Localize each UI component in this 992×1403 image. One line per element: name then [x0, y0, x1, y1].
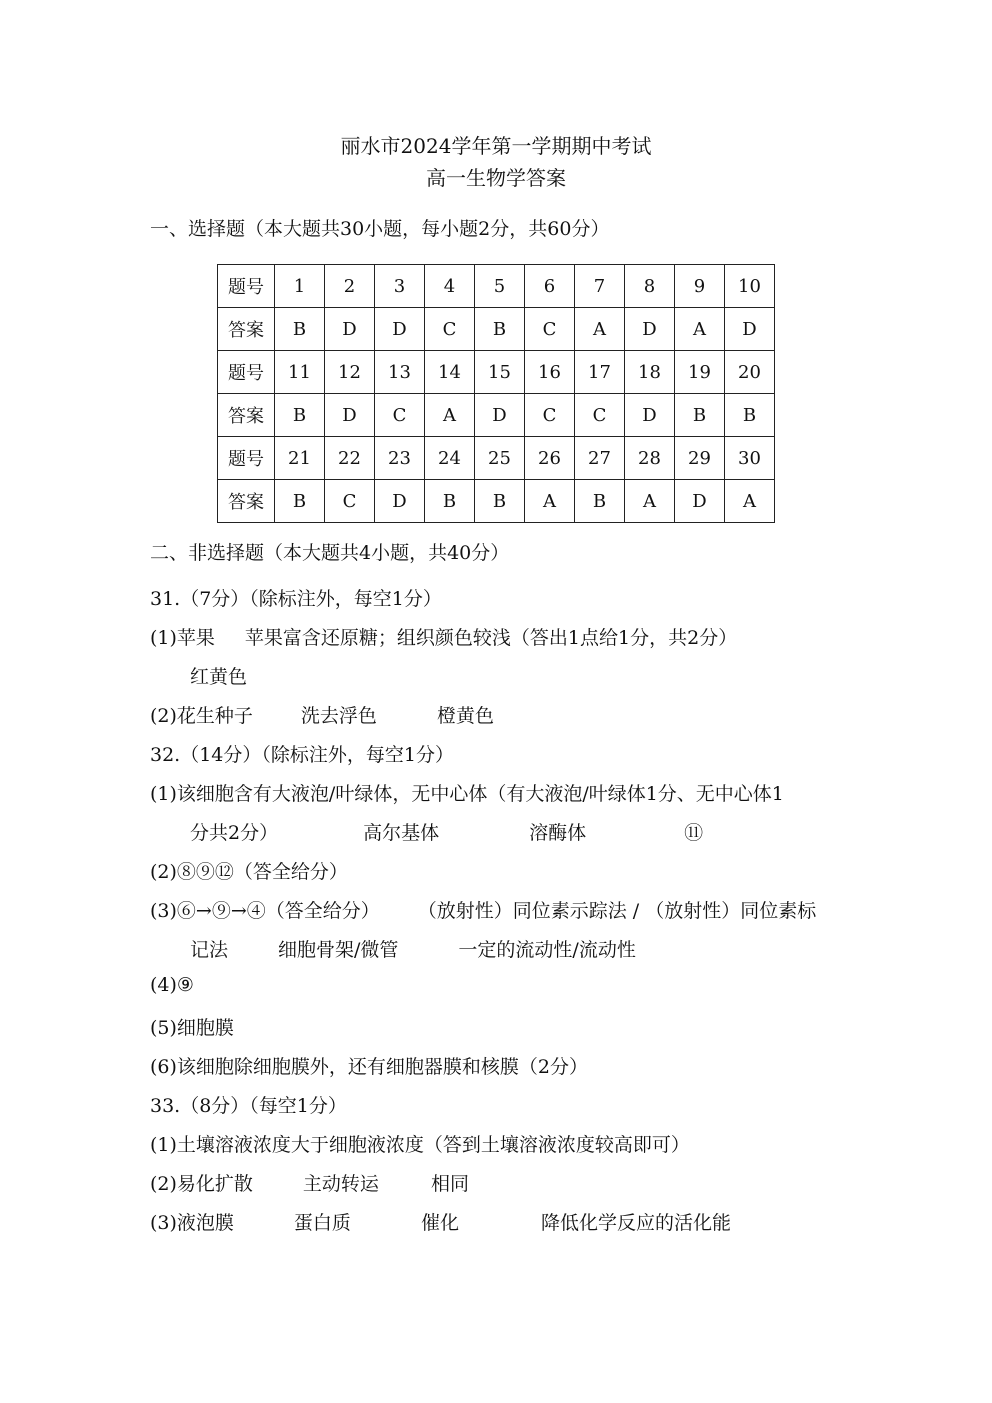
table-cell: C [525, 308, 575, 351]
table-cell: C [525, 394, 575, 437]
q32-p3-answer-a: (3)⑥→⑨→④（答全给分） [150, 900, 380, 922]
q33-p2-answer-a: (2)易化扩散 [150, 1173, 253, 1195]
table-cell: 28 [625, 437, 675, 480]
table-cell: 11 [275, 351, 325, 394]
table-row [218, 351, 775, 394]
table-cell: 22 [325, 437, 375, 480]
row-label: 答案 [218, 480, 275, 523]
row-label: 答案 [218, 394, 275, 437]
q32-p1-answer-a: (1)该细胞含有大液泡/叶绿体，无中心体（有大液泡/叶绿体1分、无中心体1 [150, 783, 784, 805]
table-cell: 7 [575, 265, 625, 308]
table-cell: A [675, 308, 725, 351]
q31-p1-answer-a: (1)苹果 [150, 627, 215, 649]
table-cell: 2 [325, 265, 375, 308]
table-cell: D [625, 394, 675, 437]
row-label: 题号 [218, 437, 275, 480]
q33-p2-answer-c: 相同 [430, 1173, 469, 1195]
table-cell: 12 [325, 351, 375, 394]
table-cell: B [575, 480, 625, 523]
page-subtitle: 高一生物学答案 [426, 166, 566, 190]
q32-p3-answer-b: （放射性）同位素示踪法 / （放射性）同位素标 [417, 900, 817, 922]
table-cell: D [325, 308, 375, 351]
q32-p1-answer-c: 高尔基体 [363, 822, 440, 844]
table-cell: 1 [275, 265, 325, 308]
table-cell: B [725, 394, 775, 437]
table-cell: C [375, 394, 425, 437]
q33-p3-answer-a: (3)液泡膜 [150, 1212, 234, 1234]
table-cell: C [425, 308, 475, 351]
q32-p1-answer-d: 溶酶体 [529, 822, 587, 844]
table-cell: 3 [375, 265, 425, 308]
section2-heading: 二、非选择题（本大题共4小题，共40分） [150, 542, 510, 564]
q32-p6: (6)该细胞除细胞膜外，还有细胞器膜和核膜（2分） [150, 1056, 589, 1078]
table-cell: 30 [725, 437, 775, 480]
table-cell: 8 [625, 265, 675, 308]
table-row [218, 437, 775, 480]
q31-part1 [150, 623, 737, 650]
table-cell: 17 [575, 351, 625, 394]
q32-p1-answer-b: 分共2分） [190, 822, 279, 844]
table-cell: 21 [275, 437, 325, 480]
table-cell: B [275, 480, 325, 523]
table-row [218, 308, 775, 351]
q33-p1: (1)土壤溶液浓度大于细胞液浓度（答到土壤溶液浓度较高即可） [150, 1134, 690, 1156]
table-cell: A [625, 480, 675, 523]
table-cell: D [725, 308, 775, 351]
table-cell: 6 [525, 265, 575, 308]
q32-part3 [150, 896, 816, 923]
q31-part2 [150, 701, 494, 728]
table-cell: 19 [675, 351, 725, 394]
table-cell: D [375, 480, 425, 523]
table-cell: 10 [725, 265, 775, 308]
table-cell: 25 [475, 437, 525, 480]
table-cell: A [525, 480, 575, 523]
table-cell: B [275, 308, 325, 351]
q32-p3-answer-e: 一定的流动性/流动性 [458, 939, 636, 961]
q33-p3-answer-b: 蛋白质 [293, 1212, 351, 1234]
q32-part1-cont [190, 818, 703, 845]
q31-p1-answer-b: 苹果富含还原糖；组织颜色较浅（答出1点给1分，共2分） [244, 627, 738, 649]
table-cell: D [325, 394, 375, 437]
table-cell: 23 [375, 437, 425, 480]
q32-p5: (5)细胞膜 [150, 1017, 234, 1039]
table-cell: A [725, 480, 775, 523]
table-cell: D [625, 308, 675, 351]
q31-header: 31.（7分）（除标注外，每空1分） [150, 588, 442, 610]
q32-p3-answer-c: 记法 [190, 939, 229, 961]
table-cell: 16 [525, 351, 575, 394]
q33-part3 [150, 1208, 731, 1235]
table-cell: D [375, 308, 425, 351]
row-label: 答案 [218, 308, 275, 351]
q32-part3-cont [190, 935, 636, 962]
table-cell: B [675, 394, 725, 437]
table-cell: C [325, 480, 375, 523]
table-cell: B [275, 394, 325, 437]
table-cell: A [575, 308, 625, 351]
q32-p1-answer-e: ⑪ [684, 822, 704, 844]
table-cell: 29 [675, 437, 725, 480]
q33-p2-answer-b: 主动转运 [302, 1173, 379, 1195]
table-cell: D [675, 480, 725, 523]
table-cell: B [475, 480, 525, 523]
row-label: 题号 [218, 265, 275, 308]
table-cell: 14 [425, 351, 475, 394]
table-cell: 24 [425, 437, 475, 480]
table-cell: 5 [475, 265, 525, 308]
table-row [218, 394, 775, 437]
section1-heading: 一、选择题（本大题共30小题，每小题2分，共60分） [150, 218, 610, 240]
page-title: 丽水市2024学年第一学期期中考试 [340, 134, 652, 158]
table-cell: B [425, 480, 475, 523]
q31-p2-answer-b: 洗去浮色 [300, 705, 377, 727]
table-cell: 9 [675, 265, 725, 308]
q33-part2 [150, 1169, 469, 1196]
table-cell: 27 [575, 437, 625, 480]
q32-header: 32.（14分）（除标注外，每空1分） [150, 744, 454, 766]
table-cell: 18 [625, 351, 675, 394]
q33-p3-answer-c: 催化 [420, 1212, 459, 1234]
table-cell: 26 [525, 437, 575, 480]
table-cell: 4 [425, 265, 475, 308]
q32-p2: (2)⑧⑨⑫（答全给分） [150, 861, 348, 883]
table-cell: 20 [725, 351, 775, 394]
answer-table [217, 264, 775, 523]
table-cell: 13 [375, 351, 425, 394]
q32-p4: (4)⑨ [150, 974, 194, 996]
table-row [218, 265, 775, 308]
table-cell: B [475, 308, 525, 351]
table-row [218, 480, 775, 523]
table-cell: A [425, 394, 475, 437]
q31-p2-answer-a: (2)花生种子 [150, 705, 253, 727]
q31-p2-answer-c: 橙黄色 [436, 705, 494, 727]
q32-p3-answer-d: 细胞骨架/微管 [278, 939, 399, 961]
q31-p1-answer-c: 红黄色 [190, 666, 248, 688]
row-label: 题号 [218, 351, 275, 394]
q33-p3-answer-d: 降低化学反应的活化能 [540, 1212, 731, 1234]
table-cell: 15 [475, 351, 525, 394]
table-cell: D [475, 394, 525, 437]
table-cell: C [575, 394, 625, 437]
q33-header: 33.（8分）（每空1分） [150, 1095, 347, 1117]
